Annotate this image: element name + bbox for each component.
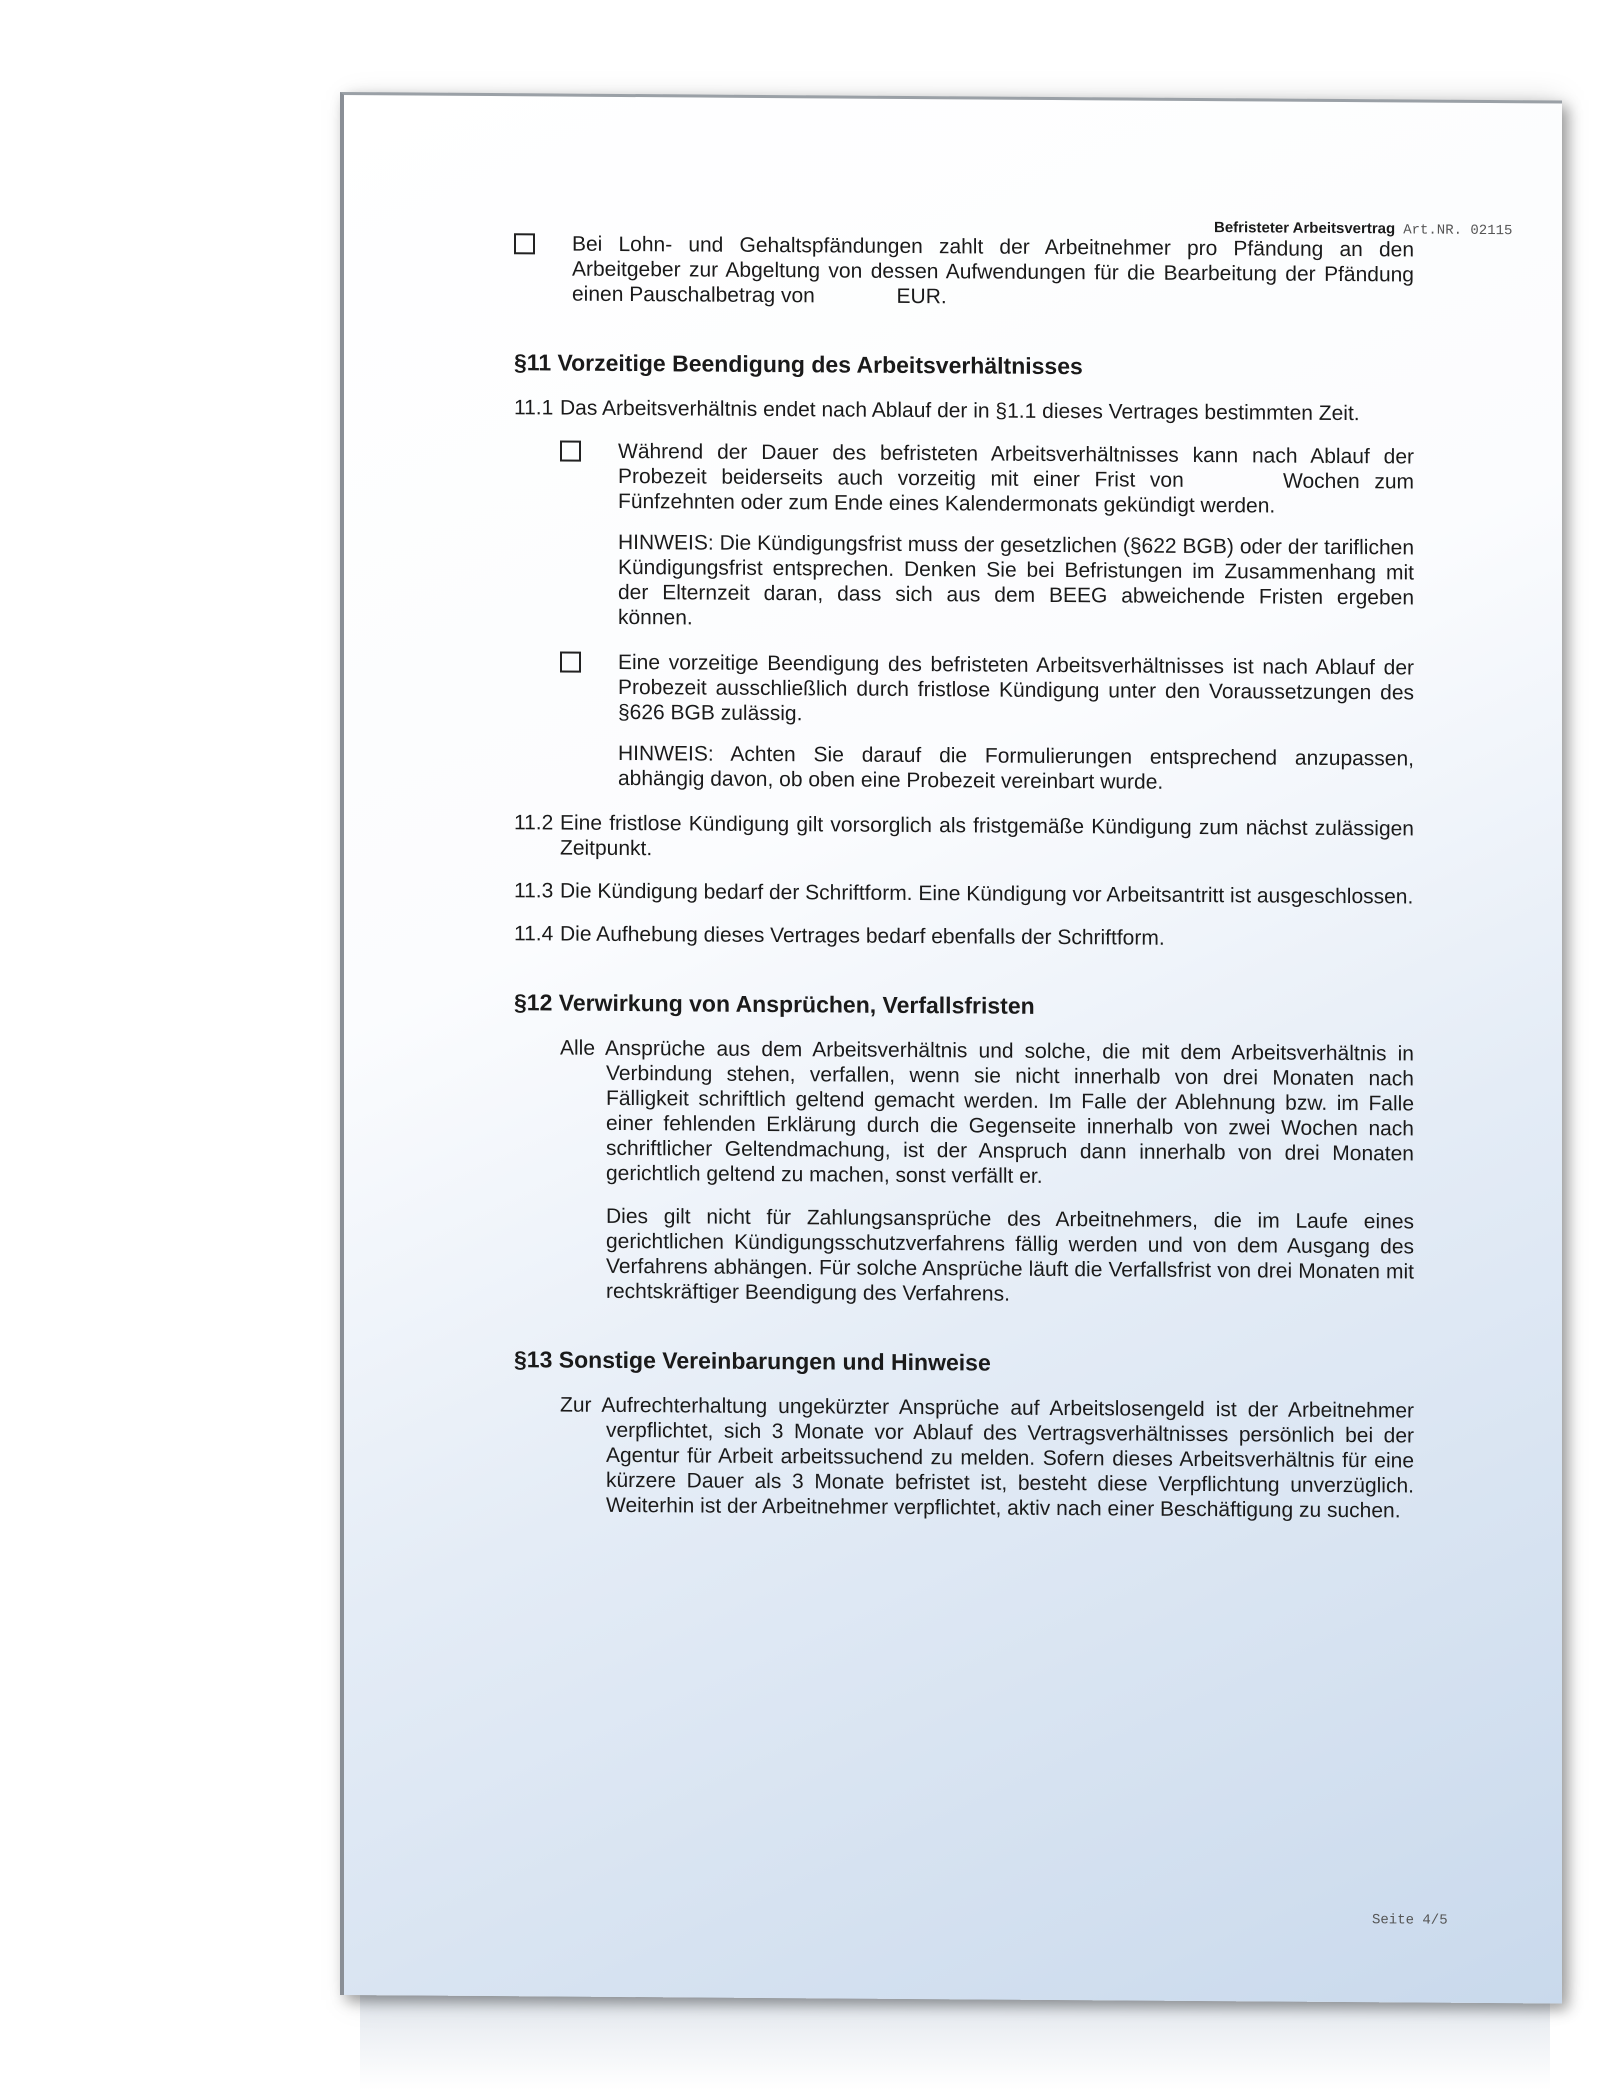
document-page bbox=[340, 92, 1562, 2004]
option-1-checkbox[interactable] bbox=[560, 441, 581, 462]
option-early-termination bbox=[560, 439, 1414, 520]
clause-text: Die Kündigung bedarf der Schriftform. Eine Kündigung vor Arbeitsantritt ist ausgeschlossen. bbox=[560, 879, 1414, 909]
clause-11-3 bbox=[514, 878, 1414, 909]
document-body bbox=[514, 231, 1414, 1541]
section-12-para-1: Alle Ansprüche aus dem Arbeitsverhältnis und solche, die mit dem Arbeitsverhältnis in Verbindung stehen, verfallen, wenn sie nicht innerhalb von drei Monaten nach Fälligkeit schriftlich geltend gemacht werden. Im Falle der Ablehnung bzw. im Falle einer fehlenden Erklärung durch die Gegenseite innerhalb von zwei Wochen nach schriftlicher Geltendmachung, ist der Anspruch dann innerhalb von drei Monaten gerichtlich geltend zu machen, sonst verfällt er. bbox=[560, 1036, 1414, 1188]
section-11-title: §11 Vorzeitige Beendigung des Arbeitsverhältnisses bbox=[514, 349, 1083, 380]
option-2-text: Eine vorzeitige Beendigung des befristeten Arbeitsverhältnisses ist nach Ablauf der Probezeit ausschließlich durch fristlose Kündigung unter den Voraussetzungen des §626 BGB zulässig. bbox=[618, 650, 1414, 726]
document-title: Befristeter Arbeitsvertrag bbox=[1214, 219, 1396, 238]
page-reflection bbox=[360, 1995, 1550, 2090]
intro-option bbox=[514, 231, 1414, 312]
clause-text: Die Aufhebung dieses Vertrages bedarf ebenfalls der Schriftform. bbox=[560, 922, 1165, 950]
intro-text-b: EUR. bbox=[896, 284, 947, 309]
hint-2: HINWEIS: Achten Sie darauf die Formulierungen entsprechend anzupassen, abhängig davon, ob oben eine Probezeit vereinbart wurde. bbox=[618, 741, 1414, 794]
section-13-title: §13 Sonstige Vereinbarungen und Hinweise bbox=[514, 1346, 991, 1376]
clause-11-1 bbox=[514, 395, 1414, 426]
clause-11-2 bbox=[514, 810, 1414, 866]
clause-number: 11.3 bbox=[514, 879, 554, 903]
clause-number: 11.1 bbox=[514, 396, 554, 420]
intro-text-a: Bei Lohn- und Gehaltspfändungen zahlt der Arbeitnehmer pro Pfändung an den Arbeitgeber zur Abgeltung von dessen Aufwendungen für die Bearbeitung der Pfändung einen Pauschalbetrag von bbox=[572, 232, 1414, 308]
section-13-para-1: Zur Aufrechterhaltung ungekürzter Ansprüche auf Arbeitslosengeld ist der Arbeitnehmer verpflichtet, sich 3 Monate vor Ablauf des Vertragsverhältnisses persönlich bei der Agentur für Arbeit arbeitssuchend zu melden. Sofern dieses Arbeitsverhältnis für eine kürzere Dauer als 3 Monate befristet ist, besteht diese Verpflichtung unverzüglich. Weiterhin ist der Arbeitnehmer verpflichtet, aktiv nach einer Beschäftigung zu suchen. bbox=[560, 1393, 1414, 1523]
clause-11-4 bbox=[514, 921, 1414, 952]
option-fristlos bbox=[560, 650, 1414, 731]
clause-number: 11.2 bbox=[514, 811, 554, 835]
option-1-text-a: Während der Dauer des befristeten Arbeitsverhältnisses kann nach Ablauf der Probezeit beiderseits auch vorzeitig mit einer Frist von bbox=[618, 439, 1414, 492]
clause-text: Eine fristlose Kündigung gilt vorsorglich als fristgemäße Kündigung zum nächst zulässigen Zeitpunkt. bbox=[560, 811, 1414, 861]
option-1-text-b: Wochen zum Fünfzehnten oder zum Ende eines Kalendermonats gekündigt werden. bbox=[618, 469, 1415, 518]
page-number: Seite 4/5 bbox=[1372, 1912, 1448, 1929]
article-number: Art.NR. 02115 bbox=[1403, 222, 1513, 240]
option-2-checkbox[interactable] bbox=[560, 652, 581, 673]
hint-1: HINWEIS: Die Kündigungsfrist muss der gesetzlichen (§622 BGB) oder der tariflichen Kündigungsfrist entsprechen. Denken Sie bei Befristungen im Zusammenhang mit der Elternzeit daran, dass sich aus dem BEEG abweichende Fristen ergeben können. bbox=[618, 530, 1414, 630]
clause-number: 11.4 bbox=[514, 922, 554, 946]
section-12-title: §12 Verwirkung von Ansprüchen, Verfallsfristen bbox=[514, 989, 1035, 1019]
intro-checkbox[interactable] bbox=[514, 233, 535, 254]
section-12-para-2: Dies gilt nicht für Zahlungsansprüche des Arbeitnehmers, die im Laufe eines gerichtlichen Kündigungsschutzverfahrens fällig werden und von dem Ausgang des Verfahrens abhängen. Für solche Ansprüche läuft die Verfallsfrist von drei Monaten mit rechtskräftiger Beendigung des Verfahrens. bbox=[606, 1204, 1414, 1306]
clause-text: Das Arbeitsverhältnis endet nach Ablauf der in §1.1 dieses Vertrages bestimmten Zeit. bbox=[560, 396, 1360, 426]
